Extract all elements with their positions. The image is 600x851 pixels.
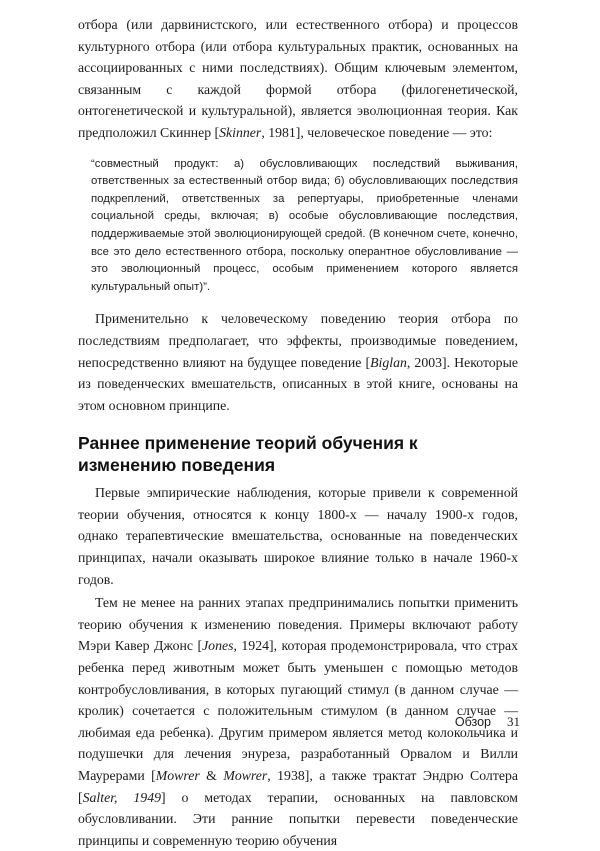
- page-content: [78, 14, 518, 851]
- section-heading: Раннее применение теорий обучения к изменению поведения: [78, 433, 418, 476]
- page-number: 31: [507, 714, 520, 729]
- paragraph-human-behavior: [78, 308, 518, 416]
- citation-author: Mowrer: [223, 768, 268, 783]
- text-span: , 1924], которая продемонстрировала, что страх ребенка перед животным может быть уменьшен с помощью методов контробусловливания, в которых пугающий стимул (в данном случае — кролик) сочетается с положительным стимулом (в данном случае — любимая еда ребенка). Другим примером является метод колокольчика и подушечки для лечения энуреза, разработанный Орвалом и Вилли Маурерами [: [78, 638, 519, 783]
- citation-author: Salter, 1949: [82, 789, 162, 805]
- skinner-quote: “совместный продукт: а) обусловливающих последствий выживания, ответственных за естественный отбор вида; б) обусловливающих последствия подкреплений, ответственных за репертуары, приобретенные членами социальной среды, включая; в) особые обусловливающие последствия, поддерживаемые этой эволюционирующей средой. (В конечном счете, конечно, все это дело естественного отбора, поскольку оперантное обусловливание — это эволюционный процесс, особым применением которого является культуральный опыт)”.: [91, 157, 518, 293]
- text-span: , 1938], а также трактат Эндрю Солтера [: [78, 768, 518, 805]
- paragraph-empirical-observations: Первые эмпирические наблюдения, которые привели к современной теории обучения, относятся к концу 1800-х — началу 1900-х годов, однако терапевтические вмешательства, основанные на поведенческих принципах, начали оказывать широкое влияние только в начале 1960-х годов.: [78, 485, 518, 587]
- text-span: отбора (или дарвинистского, или естественного отбора) и процессов культурного отбора (или отбора культуральных практик, основанных на ассоциированных с ними последствиях). Общим ключевым элементом, связанным с каждой формой отбора (филогенетической, онтогенетической и культуральной), является эволюционная теория. Как предположил Скиннер [: [78, 17, 518, 140]
- text-span: , 2003]. Некоторые из поведенческих вмешательств, описанных в этой книге, основаны на этом основном принципе.: [78, 354, 518, 413]
- text-span: ] о методах терапии, основанных на павловском обусловливании. Эти ранние попытки перевести поведенческие принципы и современную теорию обучения: [78, 789, 519, 848]
- text-span: , 1981], человеческое поведение — это:: [261, 124, 493, 140]
- citation-author: Skinner: [219, 124, 262, 140]
- page-footer: [455, 714, 520, 730]
- text-span: Тем не менее на ранних этапах предпринимались попытки применить теорию обучения к изменению поведения. Примеры включают работу Мэри Кавер Джонс [: [78, 595, 518, 654]
- paragraph-selection-theory: [78, 14, 518, 144]
- running-footer-label: Обзор: [454, 715, 491, 729]
- citation-author: Jones: [202, 638, 234, 654]
- text-span: &: [199, 768, 224, 783]
- paragraph-early-attempts: [78, 592, 518, 851]
- text-span: Применительно к человеческому поведению теория отбора по последствиям предполагает, что эффекты, производимые поведением, непосредственно влияют на будущее поведение [: [78, 311, 518, 370]
- citation-author: Biglan: [370, 354, 407, 370]
- citation-author: Mowrer: [155, 768, 200, 783]
